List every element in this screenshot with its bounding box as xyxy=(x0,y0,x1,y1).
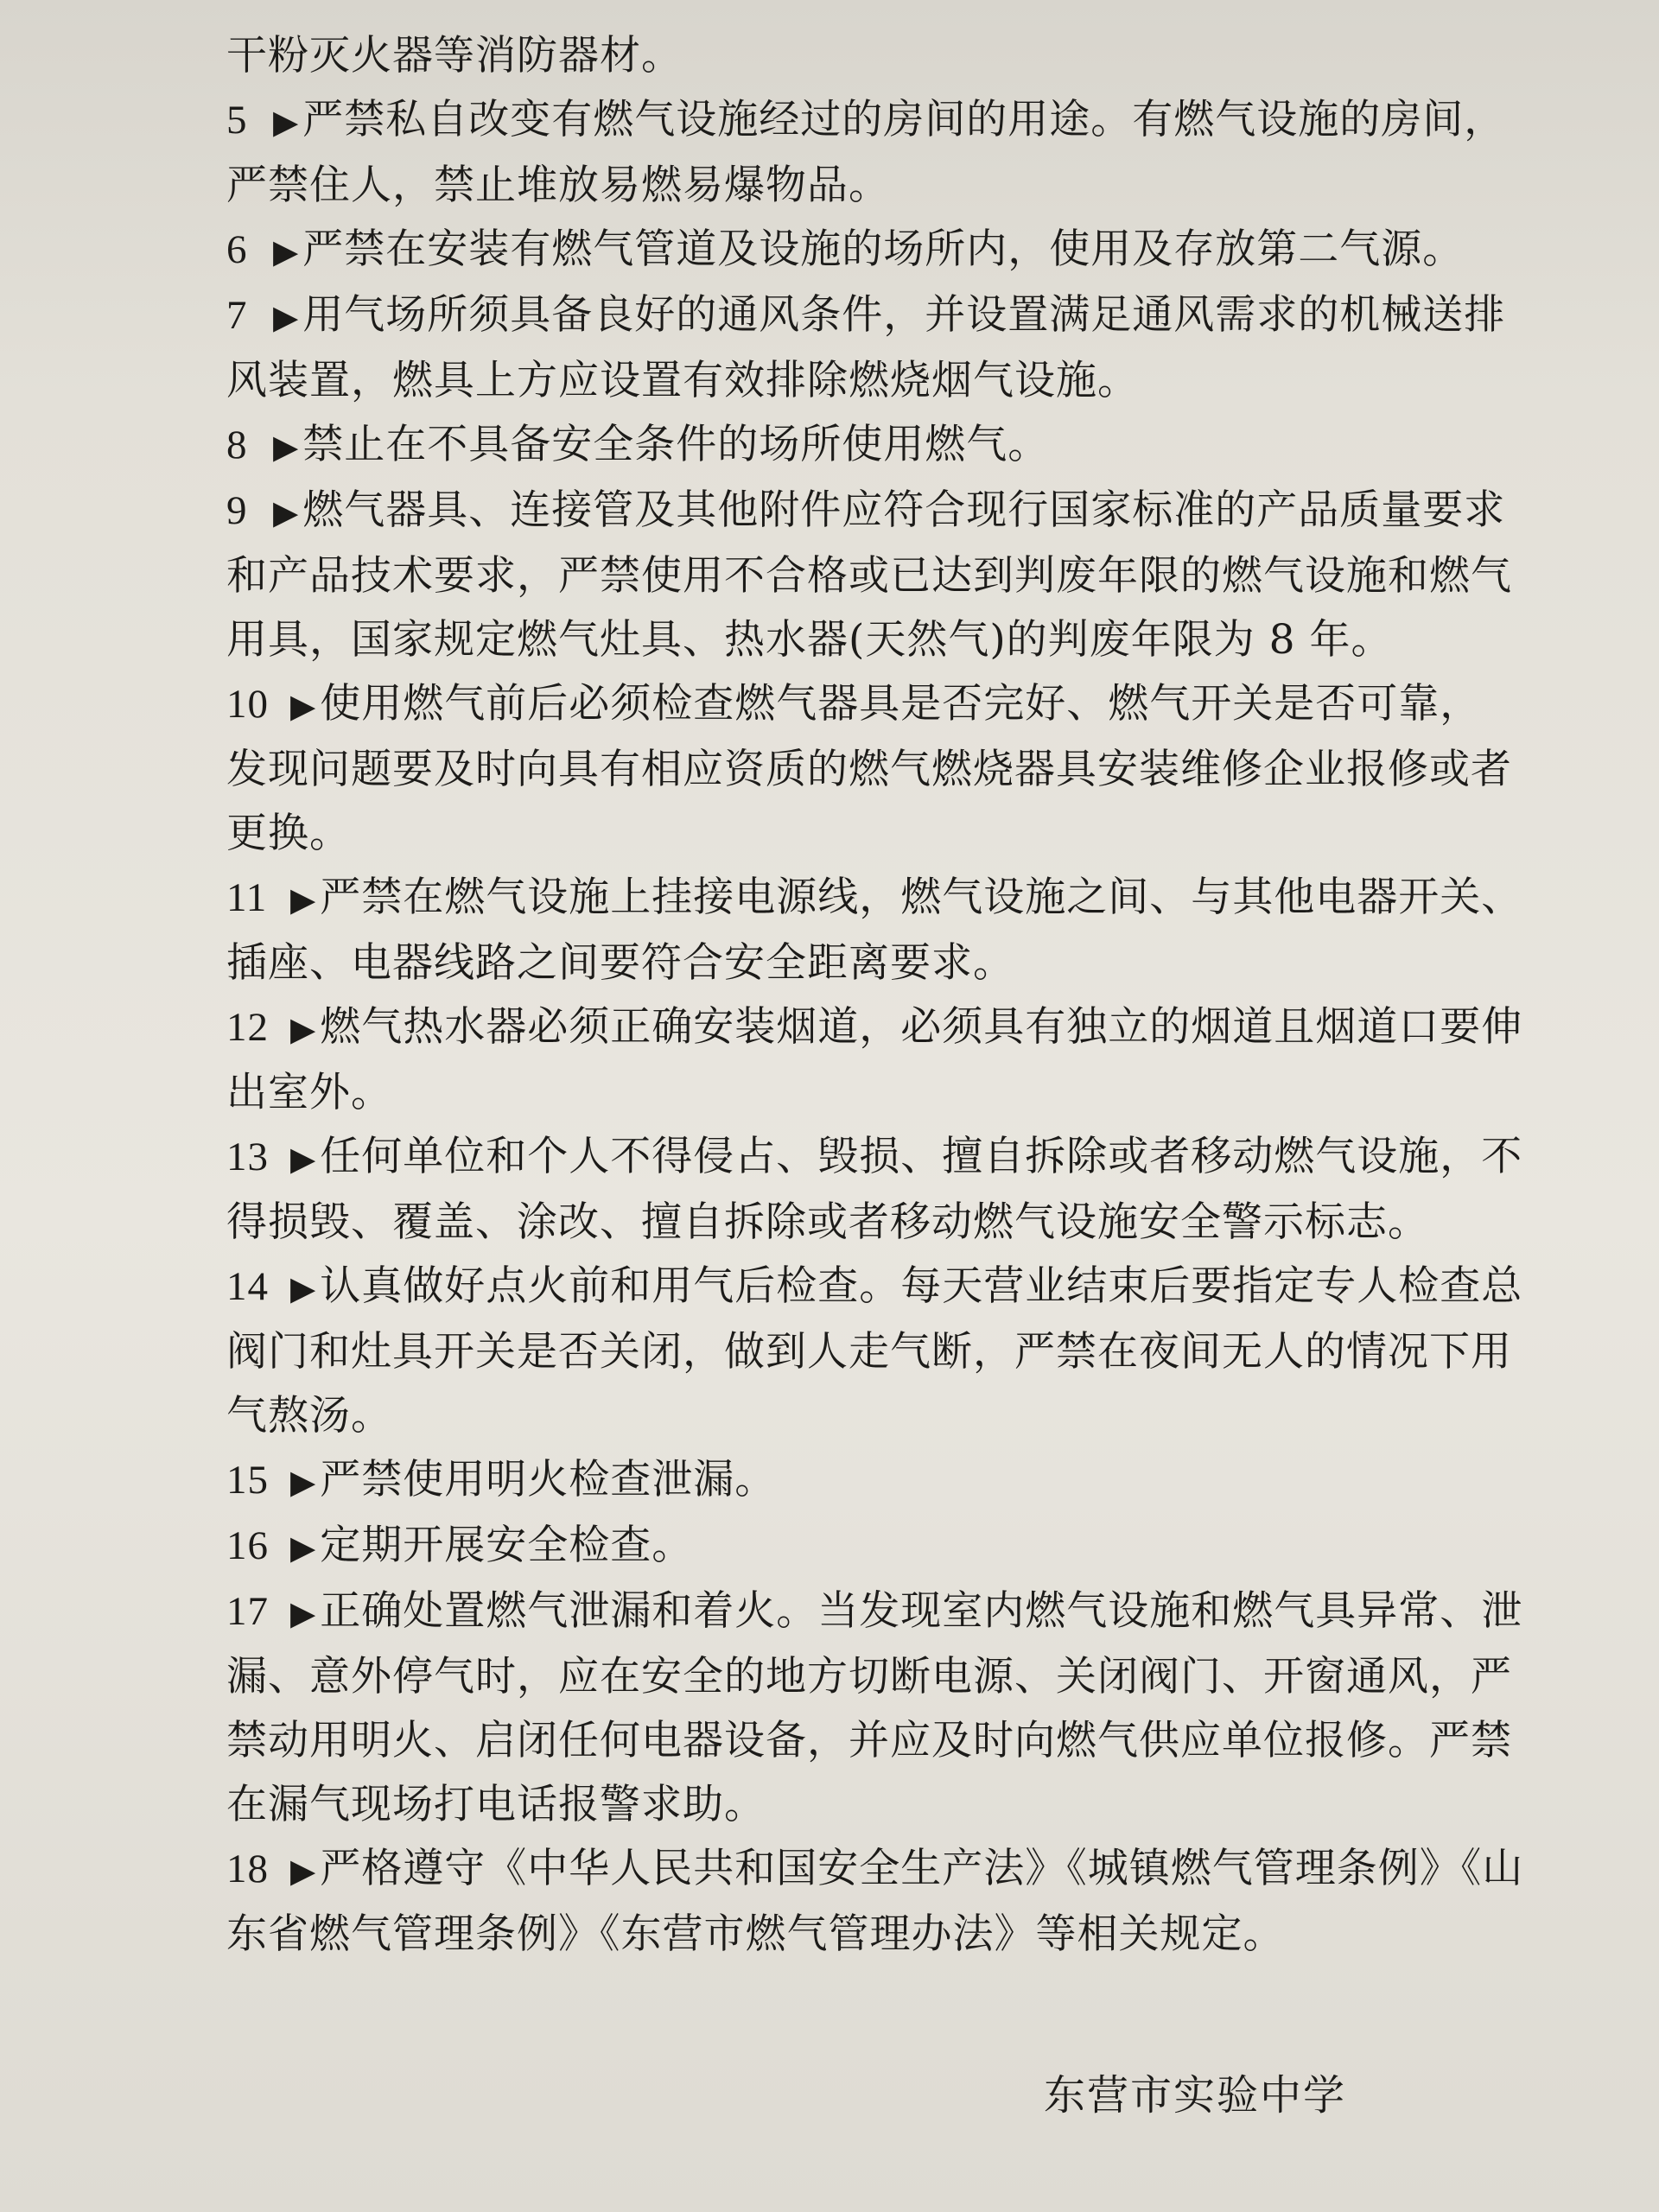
item-first-line xyxy=(226,283,1506,349)
triangle-marker-icon: ▶ xyxy=(290,1140,317,1178)
item-line: 和产品技术要求，严禁使用不合格或已达到判废年限的燃气设施和燃气 xyxy=(226,552,1512,600)
continuation-line: 干粉灭火器等消防器材。 xyxy=(226,32,683,79)
item-text: 严格遵守《中华人民共和国安全生产法》《城镇燃气管理条例》《山 xyxy=(320,1845,1524,1892)
triangle-marker-icon: ▶ xyxy=(273,232,300,270)
item-line: 更换。 xyxy=(226,810,351,857)
item-first-line xyxy=(226,1580,1523,1645)
item-number: 17 xyxy=(226,1589,269,1634)
item-text: 认真做好点火前和用气后检查。每天营业结束后要指定专人检查总 xyxy=(320,1262,1523,1310)
triangle-marker-icon: ▶ xyxy=(290,1010,317,1048)
item-number: 18 xyxy=(226,1847,269,1891)
item-number: 8 xyxy=(226,423,248,467)
item-number: 9 xyxy=(226,488,248,533)
item-first-line xyxy=(226,995,1523,1061)
item-number: 5 xyxy=(226,98,248,143)
item-number: 15 xyxy=(226,1458,269,1503)
signature: 东营市实验中学 xyxy=(1044,2071,1347,2120)
item-first-line xyxy=(226,413,1488,479)
item-first-line xyxy=(226,479,1506,544)
item-first-line xyxy=(226,1125,1523,1191)
item-text: 燃气热水器必须正确安装烟道，必须具有独立的烟道且烟道口要伸 xyxy=(320,1003,1523,1051)
item-line: 出室外。 xyxy=(226,1069,392,1116)
triangle-marker-icon: ▶ xyxy=(290,1594,317,1632)
item-number: 6 xyxy=(226,227,248,272)
item-text: 用气场所须具备良好的通风条件，并设置满足通风需求的机械送排 xyxy=(302,291,1506,339)
item-line: 发现问题要及时向具有相应资质的燃气燃烧器具安装维修企业报修或者 xyxy=(226,746,1512,793)
item-line: 阀门和灶具开关是否关闭，做到人走气断，严禁在夜间无人的情况下用 xyxy=(226,1328,1512,1376)
item-number: 10 xyxy=(226,682,269,727)
triangle-marker-icon: ▶ xyxy=(273,103,300,141)
item-text: 燃气器具、连接管及其他附件应符合现行国家标准的产品质量要求 xyxy=(302,486,1506,534)
item-first-line xyxy=(226,1255,1523,1320)
item-number: 13 xyxy=(226,1135,269,1179)
item-text: 严禁私自改变有燃气设施经过的房间的用途。有燃气设施的房间， xyxy=(302,96,1506,143)
item-line: 气熬汤。 xyxy=(226,1392,392,1440)
item-first-line xyxy=(226,1837,1524,1903)
item-line: 漏、意外停气时，应在安全的地方切断电源、关闭阀门、开窗通风，严 xyxy=(226,1653,1512,1700)
triangle-marker-icon: ▶ xyxy=(290,687,317,725)
item-text: 严禁使用明火检查泄漏。 xyxy=(320,1456,777,1503)
item-number: 16 xyxy=(226,1523,269,1568)
item-text: 定期开展安全检查。 xyxy=(320,1522,694,1569)
item-first-line xyxy=(226,672,1488,738)
item-number: 7 xyxy=(226,293,248,338)
item-text: 正确处置燃气泄漏和着火。当发现室内燃气设施和燃气具异常、泄 xyxy=(320,1587,1523,1635)
item-text: 严禁在燃气设施上挂接电源线，燃气设施之间、与其他电器开关、 xyxy=(320,874,1523,921)
item-line: 用具，国家规定燃气灶具、热水器(天然气)的判废年限为 8 年。 xyxy=(226,616,1393,664)
triangle-marker-icon: ▶ xyxy=(273,493,300,531)
item-first-line xyxy=(226,88,1506,154)
item-number: 11 xyxy=(226,875,268,920)
item-text: 禁止在不具备安全条件的场所使用燃气。 xyxy=(302,421,1050,468)
item-line: 在漏气现场打电话报警求助。 xyxy=(226,1781,766,1828)
triangle-marker-icon: ▶ xyxy=(290,1269,317,1307)
item-number: 14 xyxy=(226,1264,269,1309)
item-line: 风装置，燃具上方应设置有效排除燃烧烟气设施。 xyxy=(226,357,1139,404)
item-line: 东省燃气管理条例》《东营市燃气管理办法》等相关规定。 xyxy=(226,1910,1285,1958)
item-first-line xyxy=(226,218,1488,283)
item-line: 禁动用明火、启闭任何电器设备，并应及时向燃气供应单位报修。严禁 xyxy=(226,1717,1512,1764)
item-line: 得损毁、覆盖、涂改、擅自拆除或者移动燃气设施安全警示标志。 xyxy=(226,1198,1429,1246)
triangle-marker-icon: ▶ xyxy=(290,880,317,918)
item-first-line xyxy=(226,1514,1488,1580)
triangle-marker-icon: ▶ xyxy=(290,1529,317,1567)
triangle-marker-icon: ▶ xyxy=(273,298,300,336)
item-first-line xyxy=(226,866,1523,931)
item-text: 任何单位和个人不得侵占、毁损、擅自拆除或者移动燃气设施，不 xyxy=(320,1133,1523,1180)
triangle-marker-icon: ▶ xyxy=(290,1852,317,1890)
item-line: 插座、电器线路之间要符合安全距离要求。 xyxy=(226,939,1014,987)
item-first-line xyxy=(226,1448,1488,1514)
triangle-marker-icon: ▶ xyxy=(290,1463,317,1501)
item-text: 使用燃气前后必须检查燃气器具是否完好、燃气开关是否可靠， xyxy=(320,680,1482,728)
item-number: 12 xyxy=(226,1005,269,1050)
item-text: 严禁在安装有燃气管道及设施的场所内，使用及存放第二气源。 xyxy=(302,226,1465,273)
regulation-text xyxy=(226,24,1524,1967)
triangle-marker-icon: ▶ xyxy=(273,428,300,466)
item-line: 严禁住人，禁止堆放易燃易爆物品。 xyxy=(226,162,890,209)
